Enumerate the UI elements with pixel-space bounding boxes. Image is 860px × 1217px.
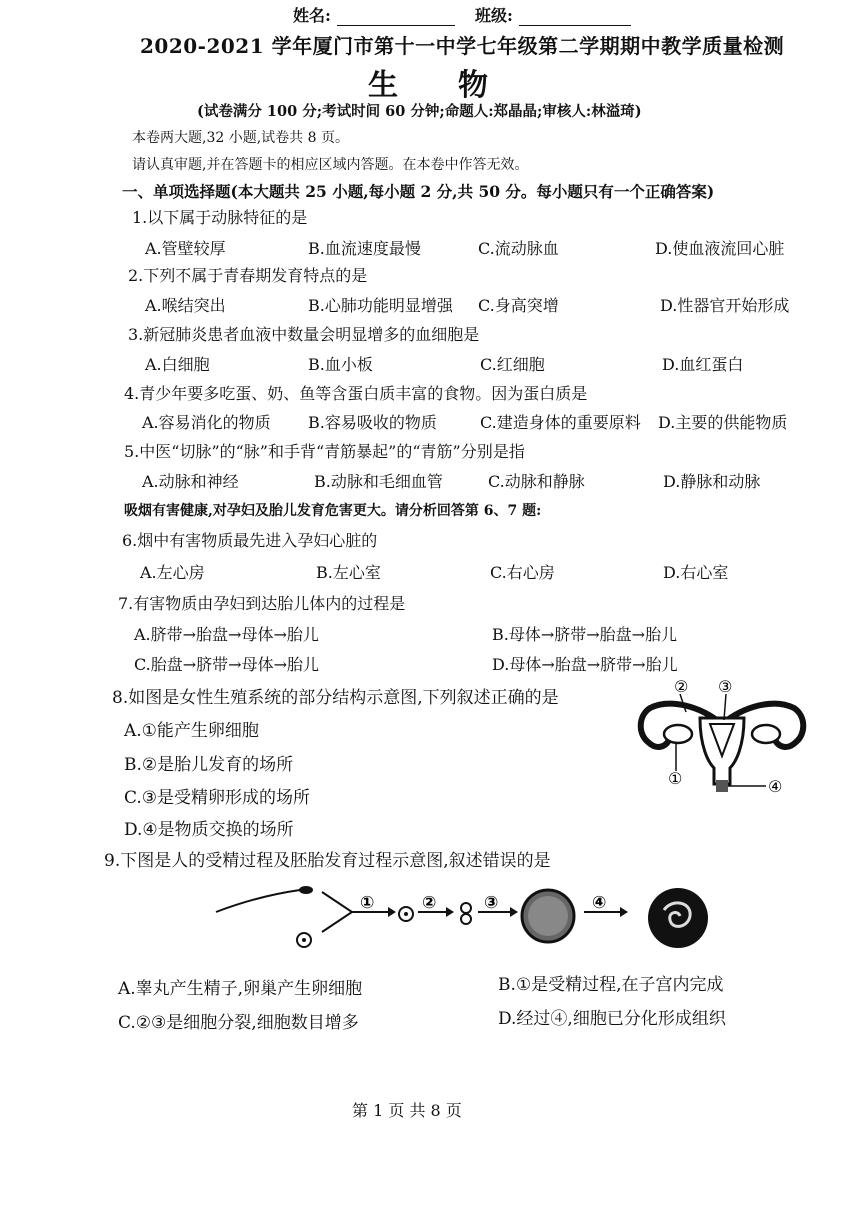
label-3: ③ (718, 677, 733, 696)
option[interactable]: B.②是胎儿发育的场所 (124, 755, 294, 775)
note-structure: 本卷两大题,32 小题,试卷共 8 页。 (132, 130, 349, 146)
exam-meta: (试卷满分 100 分;考试时间 60 分钟;命题人:郑晶晶;审核人:林溢琦) (197, 103, 642, 120)
option[interactable]: C.身高突增 (478, 296, 559, 315)
option[interactable]: C.流动脉血 (478, 239, 559, 258)
embryo (648, 888, 708, 948)
fertilization-diagram (212, 870, 732, 960)
name-field[interactable] (337, 9, 455, 26)
option[interactable]: D.静脉和动脉 (663, 472, 761, 491)
option[interactable]: C.胎盘→脐带→母体→胎儿 (134, 655, 319, 674)
option[interactable]: A.动脉和神经 (142, 472, 239, 491)
sperm-head (299, 886, 313, 894)
option[interactable]: D.血红蛋白 (662, 355, 744, 374)
name-label: 姓名: (293, 3, 455, 26)
option[interactable]: B.血小板 (308, 355, 373, 374)
page-number: 第 1 页 共 8 页 (352, 1101, 462, 1120)
question-stem: 9.下图是人的受精过程及胚胎发育过程示意图,叙述错误的是 (104, 851, 551, 871)
subject-title: 生 物 (368, 68, 488, 103)
step-label-4: ④ (592, 893, 607, 913)
option[interactable]: C.③是受精卵形成的场所 (124, 788, 311, 808)
label-1: ① (668, 769, 683, 788)
option[interactable]: B.母体→脐带→胎盘→胎儿 (492, 625, 678, 644)
option[interactable]: D.母体→胎盘→脐带→胎儿 (492, 655, 678, 674)
label-4: ④ (768, 777, 783, 796)
option[interactable]: D.右心室 (663, 563, 729, 582)
class-label: 班级: (475, 3, 631, 26)
question-stem: 4.青少年要多吃蛋、奶、鱼等含蛋白质丰富的食物。因为蛋白质是 (124, 384, 588, 403)
ovary-right (752, 725, 780, 743)
question-stem: 1.以下属于动脉特征的是 (132, 208, 308, 227)
option[interactable]: D.使血液流回心脏 (655, 239, 785, 258)
option[interactable]: A.白细胞 (145, 355, 210, 374)
ovary-left (664, 725, 692, 743)
question-stem: 5.中医“切脉”的“脉”和手背“青筋暴起”的“青筋”分别是指 (124, 442, 525, 461)
note-instructions: 请认真审题,并在答题卡的相应区域内答题。在本卷中作答无效。 (132, 157, 529, 173)
option[interactable]: B.血流速度最慢 (308, 239, 421, 258)
step-label-1: ① (360, 893, 375, 913)
option[interactable]: D.④是物质交换的场所 (124, 820, 294, 840)
question-stem: 3.新冠肺炎患者血液中数量会明显增多的血细胞是 (128, 325, 480, 344)
question-stem: 2.下列不属于青春期发育特点的是 (128, 266, 368, 285)
option[interactable]: D.主要的供能物质 (658, 413, 788, 432)
option[interactable]: D.经过④,细胞已分化形成组织 (498, 1009, 726, 1029)
option[interactable]: A.睾丸产生精子,卵巢产生卵细胞 (118, 979, 363, 999)
option[interactable]: B.心肺功能明显增强 (308, 296, 453, 315)
option[interactable]: C.右心房 (490, 563, 555, 582)
option[interactable]: A.管壁较厚 (145, 239, 226, 258)
option[interactable]: A.脐带→胎盘→母体→胎儿 (134, 625, 319, 644)
exam-title: 2020-2021 学年厦门市第十一中学七年级第二学期期中教学质量检测 (140, 34, 785, 58)
option[interactable]: B.动脉和毛细血管 (314, 472, 443, 491)
step-label-3: ③ (484, 893, 499, 913)
option[interactable]: A.①能产生卵细胞 (124, 721, 259, 741)
question-stem: 8.如图是女性生殖系统的部分结构示意图,下列叙述正确的是 (112, 688, 559, 708)
class-field[interactable] (519, 9, 631, 26)
option[interactable]: A.喉结突出 (145, 296, 226, 315)
option[interactable]: B.①是受精过程,在子宫内完成 (498, 975, 724, 995)
uterus (700, 718, 744, 784)
option[interactable]: A.容易消化的物质 (142, 413, 271, 432)
option[interactable]: C.动脉和静脉 (488, 472, 585, 491)
question-stem: 7.有害物质由孕妇到达胎儿体内的过程是 (118, 594, 406, 613)
option[interactable]: D.性器官开始形成 (660, 296, 790, 315)
label-2: ② (674, 677, 689, 696)
option[interactable]: C.红细胞 (480, 355, 545, 374)
option[interactable]: B.容易吸收的物质 (308, 413, 437, 432)
option[interactable]: C.建造身体的重要原料 (480, 413, 641, 432)
question-stem: 6.烟中有害物质最先进入孕妇心脏的 (122, 531, 378, 550)
section-heading: 一、单项选择题(本大题共 25 小题,每小题 2 分,共 50 分。每小题只有一个正确答案) (122, 182, 715, 201)
option[interactable]: A.左心房 (140, 563, 205, 582)
step-label-2: ② (422, 893, 437, 913)
option[interactable]: B.左心室 (316, 563, 381, 582)
option[interactable]: C.②③是细胞分裂,细胞数目增多 (118, 1013, 359, 1033)
female-reproductive-diagram (630, 676, 815, 801)
passage-text: 吸烟有害健康,对孕妇及胎儿发育危害更大。请分析回答第 6、7 题: (124, 503, 542, 519)
